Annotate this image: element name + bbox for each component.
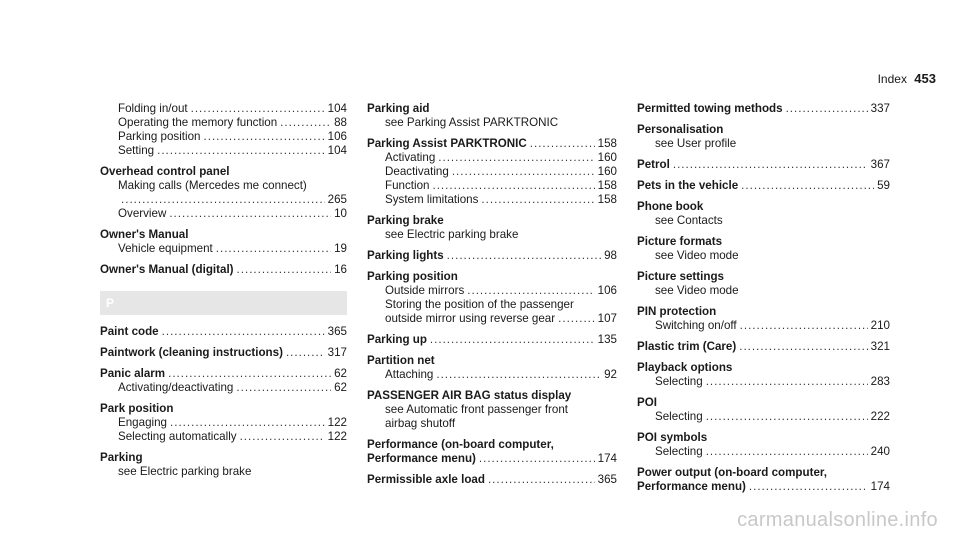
- page-reference: 265: [327, 193, 347, 206]
- leader-dots: [706, 375, 868, 389]
- index-subentry: [367, 193, 617, 207]
- index-subentry: [637, 214, 890, 228]
- subentry-text: Parking position: [118, 130, 201, 143]
- subentry-text: see Contacts: [655, 214, 723, 227]
- index-entry: [100, 451, 347, 479]
- subentry-text: Selecting: [655, 375, 703, 388]
- index-entry: [637, 235, 890, 263]
- page-reference: 174: [597, 452, 617, 465]
- index-entry-title: [100, 325, 347, 339]
- entry-title: Playback options: [637, 361, 733, 374]
- page-reference: 104: [327, 144, 347, 157]
- leader-dots: [749, 480, 868, 494]
- leader-dots: [170, 416, 325, 430]
- entry-title: Performance menu): [637, 480, 746, 493]
- index-entry-title: [367, 473, 617, 487]
- index-entry: [100, 325, 347, 339]
- index-entry: [367, 473, 617, 487]
- index-subentry: [637, 137, 890, 151]
- index-entry: [637, 200, 890, 228]
- index-subentry: [100, 381, 347, 395]
- subentry-text: Outside mirrors: [385, 284, 465, 297]
- subentry-text: see Automatic front passenger front: [385, 403, 569, 416]
- page-reference: 122: [327, 430, 347, 443]
- leader-dots: [240, 430, 325, 444]
- subentry-text: see Video mode: [655, 284, 739, 297]
- index-entry-title: [100, 263, 347, 277]
- index-entry: [637, 466, 890, 494]
- leader-dots: [168, 367, 331, 381]
- entry-title: POI symbols: [637, 431, 708, 444]
- page-reference: 104: [327, 102, 347, 115]
- leader-dots: [436, 368, 601, 382]
- subentry-text: outside mirror using reverse gear: [385, 312, 556, 325]
- page-reference: 240: [870, 445, 890, 458]
- page-reference: 160: [597, 165, 617, 178]
- leader-dots: [452, 165, 595, 179]
- index-subentry: [100, 242, 347, 256]
- page-reference: 122: [327, 416, 347, 429]
- page-reference: 107: [597, 312, 617, 325]
- leader-dots: [786, 102, 868, 116]
- subentry-text: Selecting: [655, 445, 703, 458]
- subentry-text: Folding in/out: [118, 102, 188, 115]
- page-reference: 98: [604, 249, 617, 262]
- index-entry: [367, 438, 617, 466]
- index-entry: [637, 158, 890, 172]
- leader-dots: [479, 452, 595, 466]
- leader-dots: [488, 473, 595, 487]
- leader-dots: [204, 130, 325, 144]
- page-number: 453: [914, 71, 936, 86]
- entry-title: Partition net: [367, 354, 435, 367]
- index-entry-title: [637, 361, 890, 375]
- index-entry-title: [367, 137, 617, 151]
- entry-title: Plastic trim (Care): [637, 340, 737, 353]
- entry-title: Panic alarm: [100, 367, 166, 380]
- page-reference: 62: [334, 381, 347, 394]
- index-entry-title: [367, 438, 617, 452]
- index-entry-title: [100, 402, 347, 416]
- index-subentry: [100, 416, 347, 430]
- leader-dots: [157, 144, 325, 158]
- page-reference: 59: [877, 179, 890, 192]
- entry-title: Performance (on-board computer,: [367, 438, 554, 451]
- subentry-text: airbag shutoff: [385, 417, 456, 430]
- leader-dots: [740, 319, 868, 333]
- index-entry: [367, 214, 617, 242]
- index-subentry: [367, 151, 617, 165]
- leader-dots: [673, 158, 868, 172]
- leader-dots: [706, 410, 868, 424]
- index-entry-title: [637, 480, 890, 494]
- index-column-3: [637, 102, 890, 501]
- entry-title: Permissible axle load: [367, 473, 485, 486]
- entry-title: Picture formats: [637, 235, 723, 248]
- index-subentry: [367, 312, 617, 326]
- index-entry: [367, 389, 617, 431]
- page-reference: 16: [334, 263, 347, 276]
- index-entry-title: [100, 367, 347, 381]
- page-reference: 222: [870, 410, 890, 423]
- index-entry-title: [100, 451, 347, 465]
- index-entry-title: [637, 431, 890, 445]
- subentry-text: Storing the position of the passenger: [385, 298, 574, 311]
- index-subentry: [100, 130, 347, 144]
- subentry-text: Engaging: [118, 416, 167, 429]
- index-subentry: [100, 465, 347, 479]
- leader-dots: [438, 151, 594, 165]
- index-subentry: [637, 249, 890, 263]
- entry-title: PIN protection: [637, 305, 717, 318]
- page-reference: 367: [870, 158, 890, 171]
- entry-title: Paintwork (cleaning instructions): [100, 346, 283, 359]
- index-column-2: [367, 102, 617, 494]
- index-entry-title: [100, 346, 347, 360]
- index-entry: [100, 228, 347, 256]
- leader-dots: [121, 193, 325, 207]
- subentry-text: Activating: [385, 151, 436, 164]
- index-subentry: [367, 417, 617, 431]
- page-reference: 106: [327, 130, 347, 143]
- entry-title: Owner's Manual (digital): [100, 263, 234, 276]
- index-entry-title: [367, 333, 617, 347]
- index-entry: [100, 102, 347, 158]
- index-entry-title: [637, 396, 890, 410]
- leader-dots: [741, 179, 874, 193]
- index-subentry: [637, 319, 890, 333]
- index-entry-title: [367, 249, 617, 263]
- subentry-text: see Parking Assist PARKTRONIC: [385, 116, 559, 129]
- subentry-text: Operating the memory function: [118, 116, 278, 129]
- entry-title: Overhead control panel: [100, 165, 230, 178]
- entry-title: Parking: [100, 451, 143, 464]
- subentry-text: Deactivating: [385, 165, 449, 178]
- entry-title: POI: [637, 396, 657, 409]
- page-reference: 92: [604, 368, 617, 381]
- index-subentry: [100, 207, 347, 221]
- index-entry: [367, 354, 617, 382]
- leader-dots: [237, 263, 332, 277]
- entry-title: PASSENGER AIR BAG status display: [367, 389, 572, 402]
- index-entry: [367, 102, 617, 130]
- entry-title: Parking aid: [367, 102, 430, 115]
- entry-title: Phone book: [637, 200, 704, 213]
- page-reference: 365: [597, 473, 617, 486]
- index-subentry: [367, 228, 617, 242]
- index-entry-title: [367, 102, 617, 116]
- index-subentry: [100, 179, 347, 193]
- page-reference: 10: [334, 207, 347, 220]
- subentry-text: Overview: [118, 207, 167, 220]
- entry-title: Performance menu): [367, 452, 476, 465]
- index-subentry: [367, 403, 617, 417]
- index-entry: [637, 270, 890, 298]
- index-subentry: [100, 430, 347, 444]
- index-column-1: [100, 102, 347, 486]
- index-subentry: [100, 193, 347, 207]
- index-entry-title: [637, 340, 890, 354]
- entry-title: Parking lights: [367, 249, 444, 262]
- leader-dots: [447, 249, 601, 263]
- subentry-text: Selecting automatically: [118, 430, 237, 443]
- leader-dots: [558, 312, 595, 326]
- page-reference: 88: [334, 116, 347, 129]
- index-entry: [637, 340, 890, 354]
- subentry-text: Switching on/off: [655, 319, 737, 332]
- subentry-text: Vehicle equipment: [118, 242, 213, 255]
- index-subentry: [367, 179, 617, 193]
- entry-title: Permitted towing methods: [637, 102, 783, 115]
- leader-dots: [169, 207, 331, 221]
- section-label: Index: [877, 72, 907, 86]
- index-entry-title: [100, 165, 347, 179]
- index-subentry: [367, 298, 617, 312]
- index-entry-title: [100, 228, 347, 242]
- index-entry: [637, 361, 890, 389]
- leader-dots: [216, 242, 331, 256]
- subentry-text: see Video mode: [655, 249, 739, 262]
- leader-dots: [191, 102, 325, 116]
- index-entry: [637, 179, 890, 193]
- entry-title: Power output (on-board computer,: [637, 466, 828, 479]
- index-subentry: [637, 284, 890, 298]
- leader-dots: [706, 445, 868, 459]
- leader-dots: [286, 346, 325, 360]
- index-entry: [367, 270, 617, 326]
- leader-dots: [280, 116, 331, 130]
- index-entry-title: [637, 158, 890, 172]
- entry-title: Picture settings: [637, 270, 724, 283]
- page-reference: 62: [334, 367, 347, 380]
- subentry-text: Setting: [118, 144, 155, 157]
- watermark: carmanualsonline.info: [737, 509, 938, 531]
- entry-title: Owner's Manual: [100, 228, 189, 241]
- index-entry-title: [637, 200, 890, 214]
- page-reference: 337: [870, 102, 890, 115]
- index-entry: [637, 396, 890, 424]
- subentry-text: Function: [385, 179, 430, 192]
- index-entry: [100, 346, 347, 360]
- index-entry-title: [367, 270, 617, 284]
- index-entry: [367, 249, 617, 263]
- entry-title: Paint code: [100, 325, 159, 338]
- index-subentry: [367, 368, 617, 382]
- index-subentry: [637, 410, 890, 424]
- index-entry: [367, 333, 617, 347]
- index-entry-title: [367, 354, 617, 368]
- entry-title: Parking up: [367, 333, 427, 346]
- entry-title: Pets in the vehicle: [637, 179, 739, 192]
- page-reference: 106: [597, 284, 617, 297]
- index-entry-title: [367, 452, 617, 466]
- index-subentry: [367, 165, 617, 179]
- index-subentry: [637, 445, 890, 459]
- page-reference: 19: [334, 242, 347, 255]
- index-entry-title: [637, 123, 890, 137]
- index-subentry: [367, 116, 617, 130]
- index-entry-title: [637, 466, 890, 480]
- leader-dots: [739, 340, 867, 354]
- page-reference: 317: [327, 346, 347, 359]
- subentry-text: Making calls (Mercedes me connect): [118, 179, 307, 192]
- page-reference: 135: [597, 333, 617, 346]
- page-reference: 321: [870, 340, 890, 353]
- subentry-text: Activating/deactivating: [118, 381, 234, 394]
- subentry-text: see Electric parking brake: [385, 228, 519, 241]
- page-reference: 283: [870, 375, 890, 388]
- index-entry-title: [637, 179, 890, 193]
- entry-title: Parking Assist PARKTRONIC: [367, 137, 527, 150]
- index-entry: [100, 367, 347, 395]
- page-reference: 158: [597, 137, 617, 150]
- index-subentry: [100, 116, 347, 130]
- entry-title: Parking position: [367, 270, 458, 283]
- page-reference: 210: [870, 319, 890, 332]
- entry-title: Parking brake: [367, 214, 444, 227]
- subentry-text: Attaching: [385, 368, 434, 381]
- index-entry: [367, 137, 617, 207]
- leader-dots: [432, 179, 594, 193]
- page-reference: 365: [327, 325, 347, 338]
- leader-dots: [236, 381, 331, 395]
- index-entry: [100, 402, 347, 444]
- index-entry-title: [637, 102, 890, 116]
- page-reference: 158: [597, 179, 617, 192]
- leader-dots: [481, 193, 594, 207]
- index-entry-title: [637, 235, 890, 249]
- page-reference: 160: [597, 151, 617, 164]
- entry-title: Petrol: [637, 158, 670, 171]
- subentry-text: Selecting: [655, 410, 703, 423]
- index-entry: [100, 165, 347, 221]
- index-entry-title: [367, 389, 617, 403]
- leader-dots: [467, 284, 594, 298]
- page-reference: 174: [870, 480, 890, 493]
- page-reference: 158: [597, 193, 617, 206]
- index-entry: [637, 102, 890, 116]
- index-entry-title: [367, 214, 617, 228]
- index-subentry: [637, 375, 890, 389]
- subentry-text: see User profile: [655, 137, 737, 150]
- index-subentry: [100, 144, 347, 158]
- entry-title: Personalisation: [637, 123, 724, 136]
- leader-dots: [530, 137, 595, 151]
- index-entry: [637, 123, 890, 151]
- entry-title: Park position: [100, 402, 174, 415]
- index-entry-title: [637, 270, 890, 284]
- leader-dots: [430, 333, 595, 347]
- section-letter-bar: P: [100, 291, 347, 315]
- index-subentry: [100, 102, 347, 116]
- index-subentry: [367, 284, 617, 298]
- subentry-text: System limitations: [385, 193, 479, 206]
- index-entry: [100, 263, 347, 277]
- index-entry: [637, 305, 890, 333]
- index-entry-title: [637, 305, 890, 319]
- leader-dots: [162, 325, 325, 339]
- subentry-text: see Electric parking brake: [118, 465, 252, 478]
- index-entry: [637, 431, 890, 459]
- page-header: [878, 72, 936, 86]
